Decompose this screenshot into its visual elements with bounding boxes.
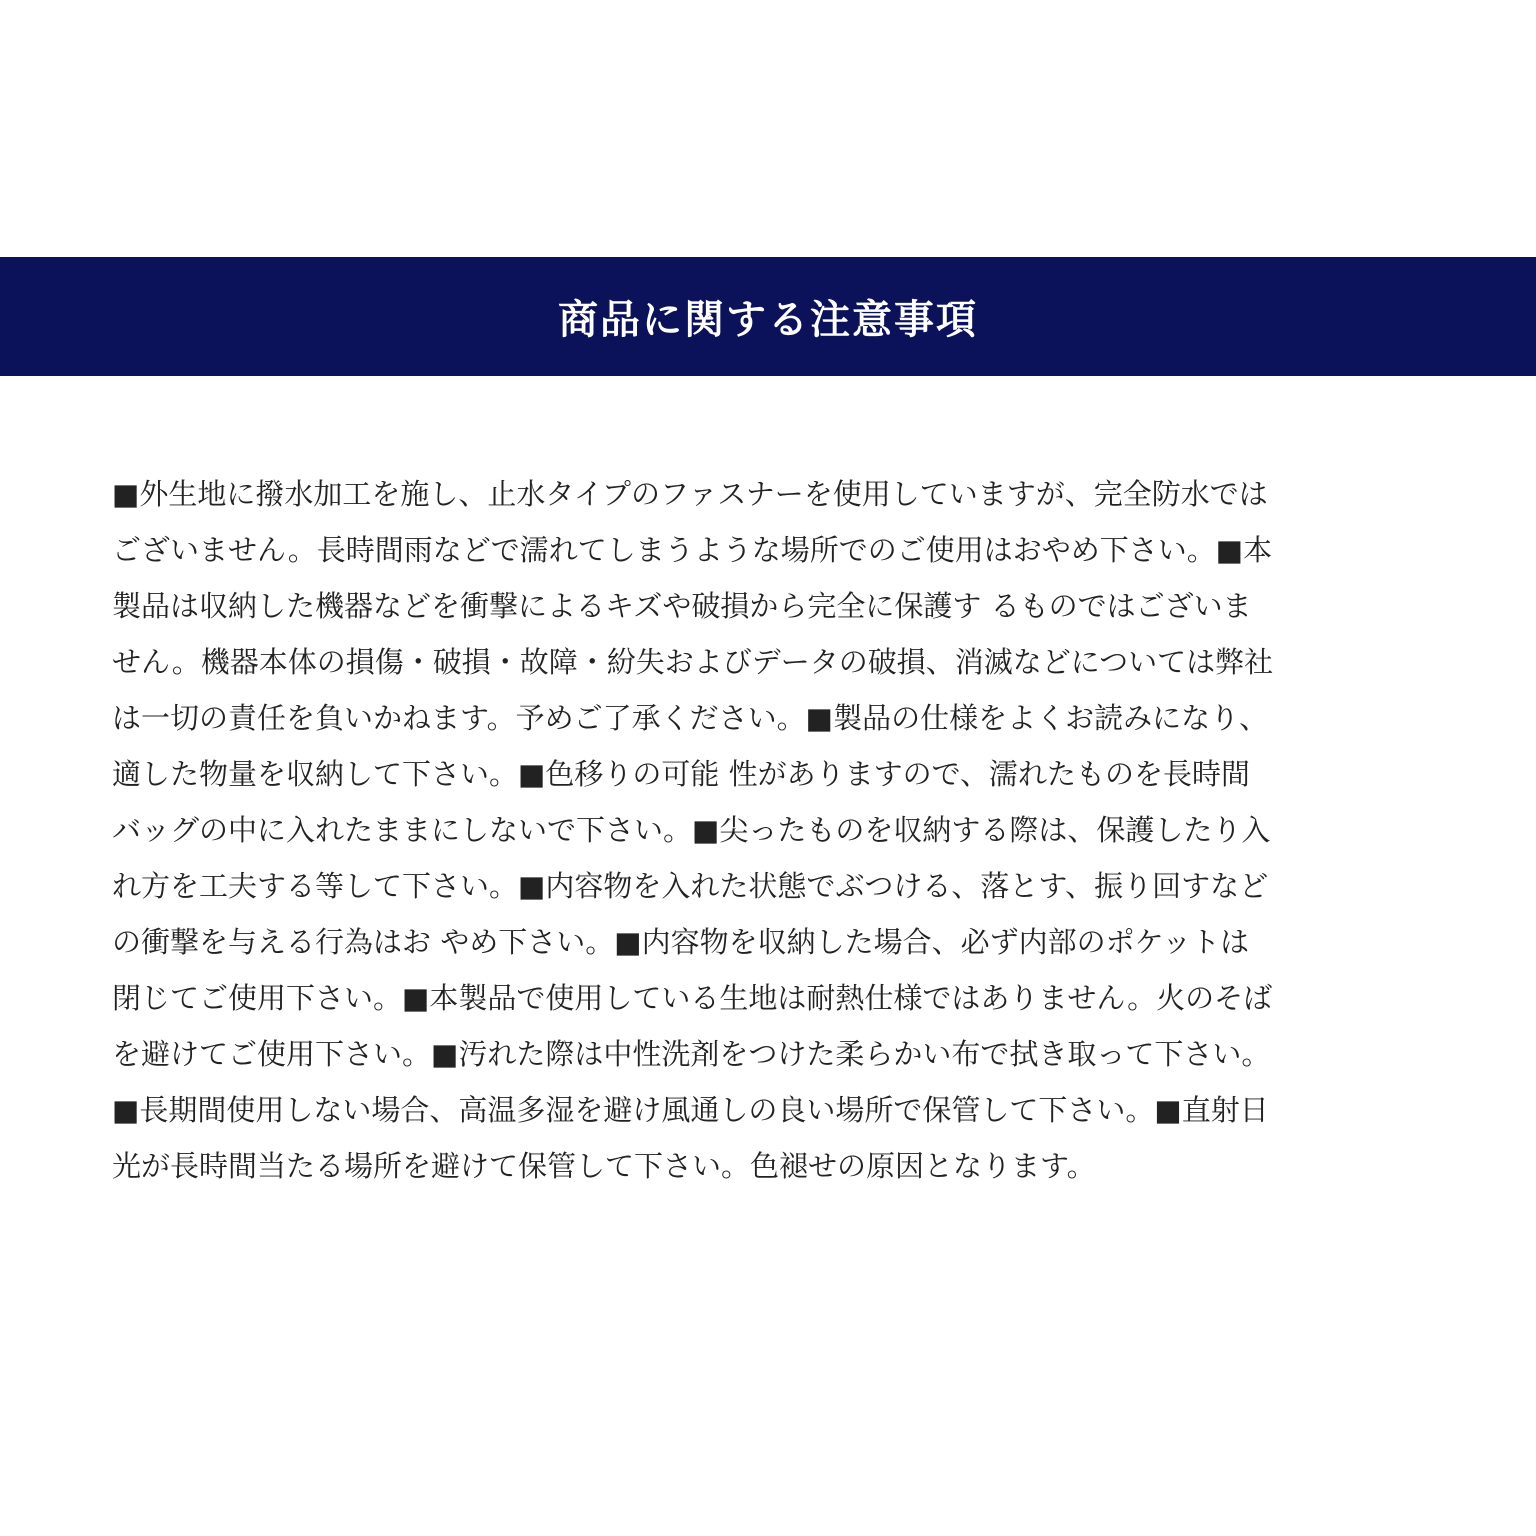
title-banner (0, 257, 1536, 376)
notice-line: を避けてご使用下さい。■汚れた際は中性洗剤をつけた柔らかい布で拭き取って下さい。 (112, 1037, 1271, 1071)
notice-line: 適した物量を収納して下さい。■色移りの可能 性がありますので、濡れたものを長時間 (112, 757, 1251, 791)
notice-text-block (112, 466, 1428, 1194)
notice-line: バッグの中に入れたままにしないで下さい。■尖ったものを収納する際は、保護したり入 (112, 813, 1271, 847)
notice-line: ■外生地に撥水加工を施し、止水タイプのファスナーを使用していますが、完全防水では (112, 477, 1268, 511)
notice-line: の衝撃を与える行為はお やめ下さい。■内容物を収納した場合、必ず内部のポケットは (112, 925, 1250, 959)
notice-line: ございません。長時間雨などで濡れてしまうような場所でのご使用はおやめ下さい。■本 (112, 533, 1273, 567)
notice-line: 閉じてご使用下さい。■本製品で使用している生地は耐熱仕様ではありません。火のそば (112, 981, 1273, 1015)
notice-line: れ方を工夫する等して下さい。■内容物を入れた状態でぶつける、落とす、振り回すなど (112, 869, 1269, 903)
notice-line: は一切の責任を負いかねます。予めご了承ください。■製品の仕様をよくお読みになり、 (112, 701, 1269, 735)
notice-line: 光が長時間当たる場所を避けて保管して下さい。色褪せの原因となります。 (112, 1149, 1096, 1183)
page-title: 商品に関する注意事項 (558, 297, 978, 343)
notice-line: せん。機器本体の損傷・破損・故障・紛失およびデータの破損、消滅などについては弊社 (112, 645, 1274, 679)
notice-line: ■長期間使用しない場合、高温多湿を避け風通しの良い場所で保管して下さい。■直射日 (112, 1093, 1269, 1127)
notice-line: 製品は収納した機器などを衝撃によるキズや破損から完全に保護す るものではございま (112, 589, 1252, 623)
